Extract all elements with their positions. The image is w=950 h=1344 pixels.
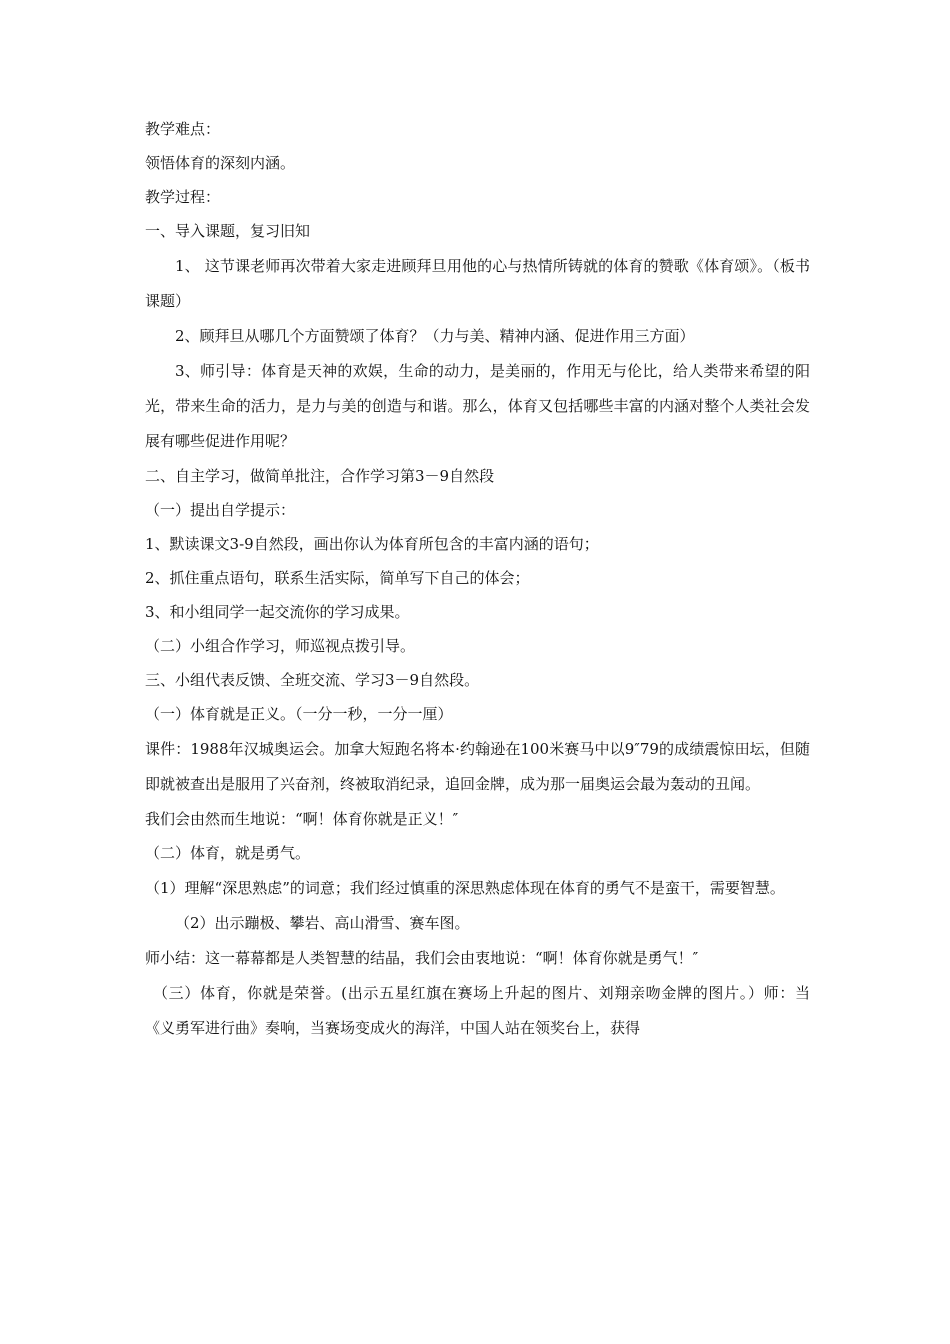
heading-process: 教学过程： [145,188,221,206]
s3-summary: 师小结：这一幕幕都是人类智慧的结晶，我们会由衷地说：“啊！体育你就是勇气！″ [145,949,699,967]
s1-item2: 2、顾拜旦从哪几个方面赞颂了体育？（力与美、精神内涵、促进作用三方面） [175,327,695,345]
s3-courseware: 课件：1988年汉城奥运会。加拿大短跑名将本·约翰逊在100米赛马中以9″79的成绩震惊田坛，但随即就被查出是服用了兴奋剂，终被取消纪录，追回金牌，成为那一届奥运会最为轰动的丑闻。 [145,740,810,793]
s1-item1: 1、 这节课老师再次带着大家走进顾拜旦用他的心与热情所铸就的体育的赞歌《体育颂》。（板书课题） [145,257,810,310]
s2-sub1: （一）提出自学提示： [145,501,296,519]
s3-understand: （1）理解“深思熟虑”的词意；我们经过慎重的深思熟虑体现在体育的勇气不是蛮干，需要智慧。 [145,879,785,897]
heading-difficulty: 教学难点： [145,120,221,138]
s2-sub2: （二）小组合作学习，师巡视点拨引导。 [145,637,416,655]
s2-tip3: 3、和小组同学一起交流你的学习成果。 [145,603,410,621]
s1-item3: 3、师引导：体育是天神的欢娱，生命的动力，是美丽的，作用无与伦比，给人类带来希望的阳光，带来生命的活力，是力与美的创造与和谐。那么，体育又包括哪些丰富的内涵对整个人类社会发展有哪些促进作用呢？ [145,362,810,450]
difficulty-text: 领悟体育的深刻内涵。 [145,154,296,172]
section3-title: 三、小组代表反馈、全班交流、学习3－9自然段。 [145,671,480,689]
s2-tip1: 1、默读课文3-9自然段，画出你认为体育所包含的丰富内涵的语句； [145,535,599,553]
section2-title: 二、自主学习，做简单批注，合作学习第3－9自然段 [145,467,495,485]
s3-justice: 我们会由然而生地说：“啊！体育你就是正义！″ [145,810,459,828]
s3-sub3: （三）体育，你就是荣誉。(出示五星红旗在赛场上升起的图片、刘翔亲吻金牌的图片。）师：当《义勇军进行曲》奏响，当赛场变成火的海洋，中国人站在领奖台上，获得 [145,984,810,1037]
s3-show: （2）出示蹦极、攀岩、高山滑雪、赛车图。 [175,914,470,932]
s3-sub1: （一）体育就是正义。（一分一秒，一分一厘） [145,705,453,723]
s2-tip2: 2、抓住重点语句，联系生活实际，简单写下自己的体会； [145,569,530,587]
section1-title: 一、导入课题，复习旧知 [145,222,311,240]
document-body [145,122,810,1046]
s3-sub2: （二）体育，就是勇气。 [145,844,311,862]
